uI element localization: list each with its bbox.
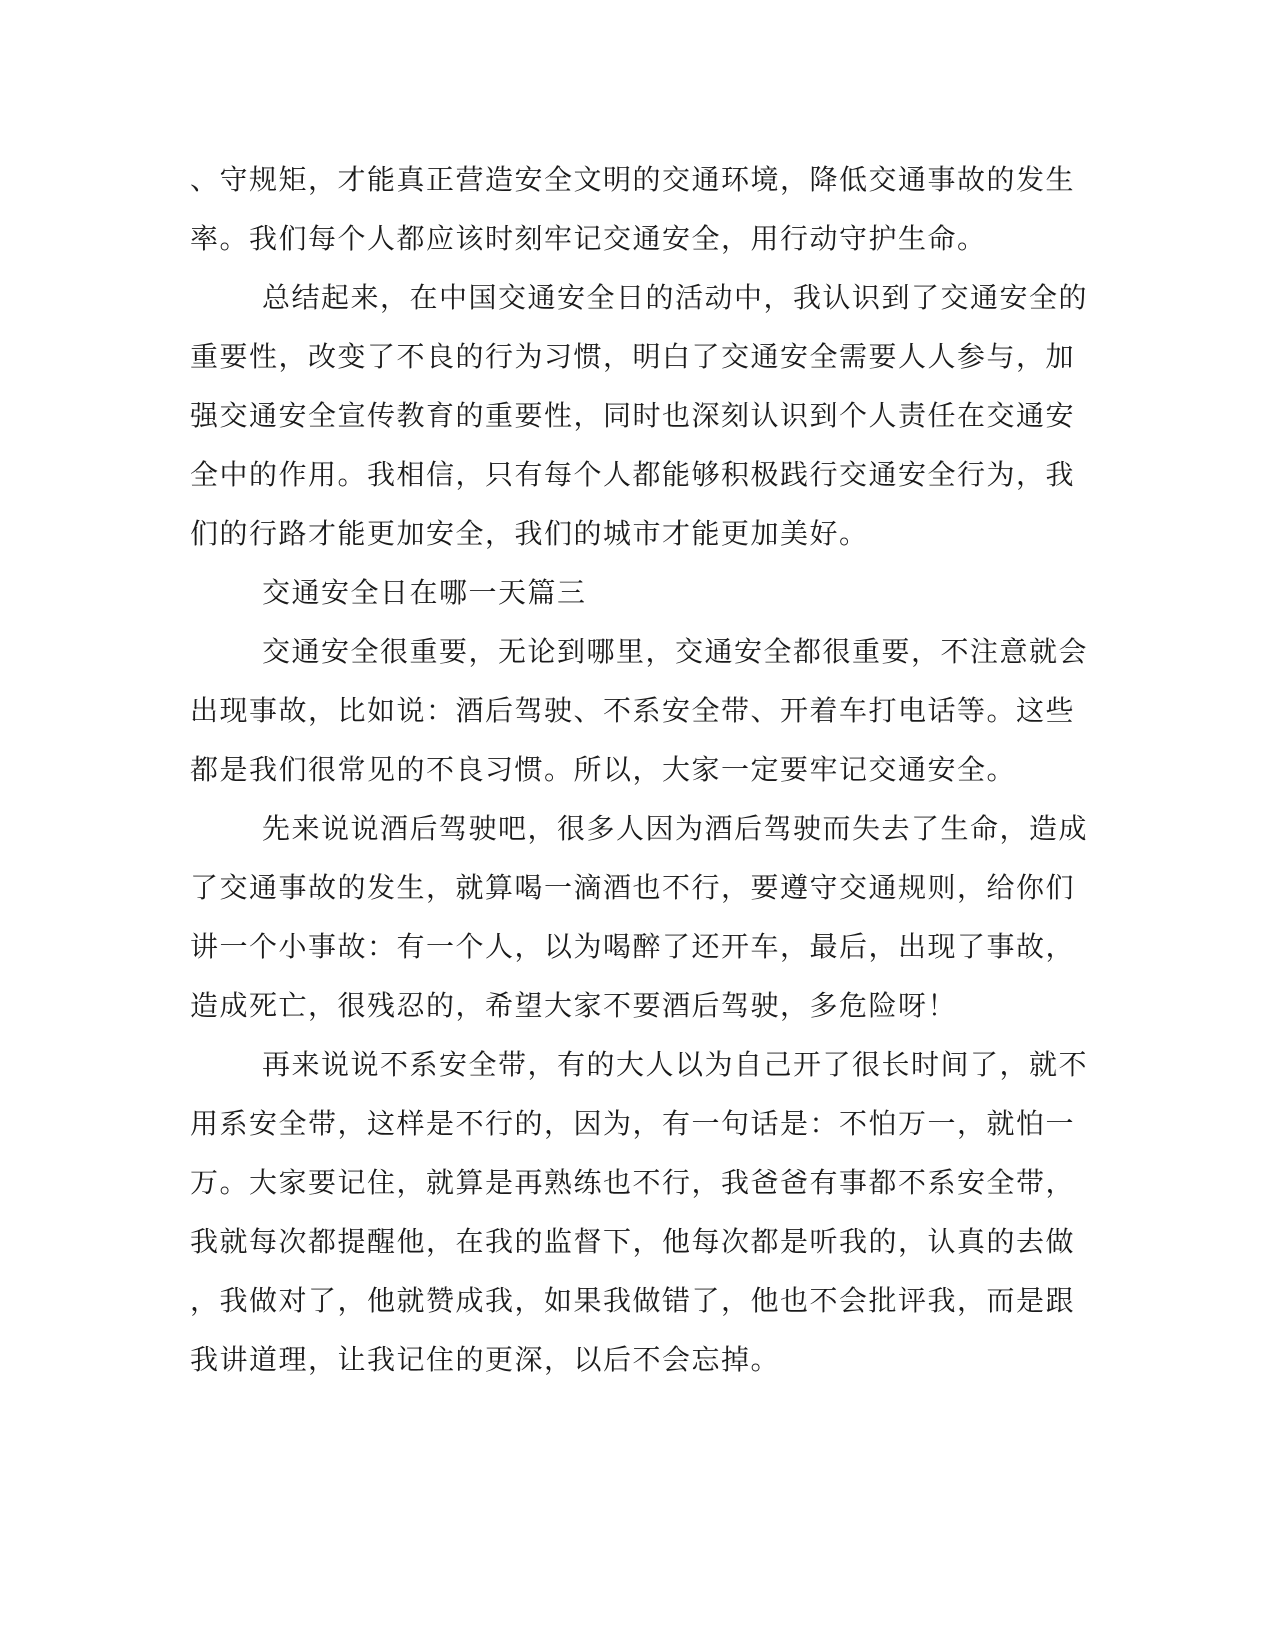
text-line: ，我做对了，他就赞成我，如果我做错了，他也不会批评我，而是跟 [190, 1284, 1076, 1317]
text-line: 都是我们很常见的不良习惯。所以，大家一定要牢记交通安全。 [190, 753, 1017, 786]
text-line: 了交通事故的发生，就算喝一滴酒也不行，要遵守交通规则，给你们 [190, 871, 1076, 904]
paragraph-start-line: 先来说说酒后驾驶吧，很多人因为酒后驾驶而失去了生命，造成 [262, 812, 1089, 845]
paragraph-start-line: 再来说说不系安全带，有的大人以为自己开了很长时间了，就不 [262, 1048, 1089, 1081]
text-line: 、守规矩，才能真正营造安全文明的交通环境，降低交通事故的发生 [190, 163, 1076, 196]
text-line: 讲一个小事故：有一个人，以为喝醉了还开车，最后，出现了事故， [190, 930, 1076, 963]
paragraph-start-line: 交通安全很重要，无论到哪里，交通安全都很重要，不注意就会 [262, 635, 1089, 668]
text-line: 们的行路才能更加安全，我们的城市才能更加美好。 [190, 517, 869, 550]
text-line: 率。我们每个人都应该时刻牢记交通安全，用行动守护生命。 [190, 222, 987, 255]
text-line: 强交通安全宣传教育的重要性，同时也深刻认识到个人责任在交通安 [190, 399, 1076, 432]
text-line: 全中的作用。我相信，只有每个人都能够积极践行交通安全行为，我 [190, 458, 1076, 491]
text-line: 我就每次都提醒他，在我的监督下，他每次都是听我的，认真的去做 [190, 1225, 1076, 1258]
paragraph-start-line: 总结起来，在中国交通安全日的活动中，我认识到了交通安全的 [262, 281, 1089, 314]
text-line: 我讲道理，让我记住的更深，以后不会忘掉。 [190, 1343, 781, 1376]
text-line: 出现事故，比如说：酒后驾驶、不系安全带、开着车打电话等。这些 [190, 694, 1076, 727]
text-line: 用系安全带，这样是不行的，因为，有一句话是：不怕万一，就怕一 [190, 1107, 1076, 1140]
text-line: 重要性，改变了不良的行为习惯，明白了交通安全需要人人参与，加 [190, 340, 1076, 373]
section-heading: 交通安全日在哪一天篇三 [262, 576, 587, 609]
text-line: 万。大家要记住，就算是再熟练也不行，我爸爸有事都不系安全带， [190, 1166, 1076, 1199]
text-line: 造成死亡，很残忍的，希望大家不要酒后驾驶，多危险呀！ [190, 989, 958, 1022]
